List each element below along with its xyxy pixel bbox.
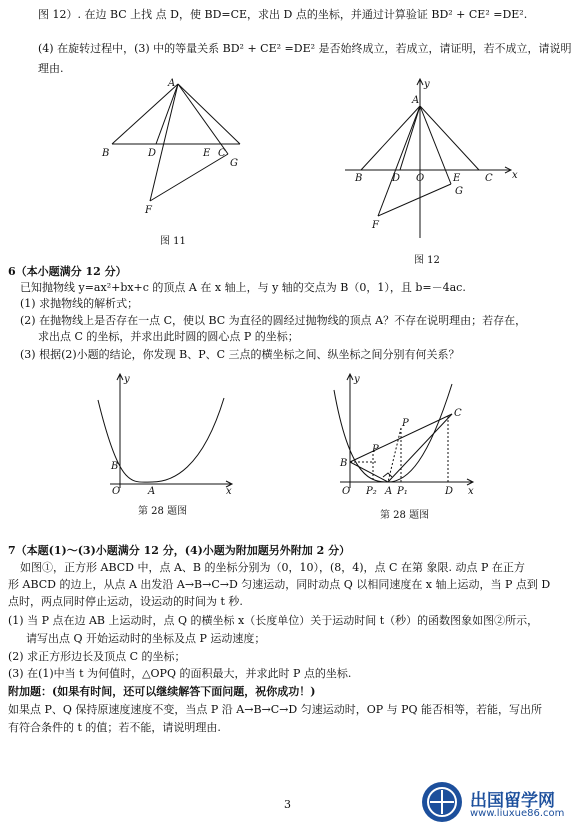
fig11-label-d: D [148,148,157,159]
fig28a-axis-y: y [124,374,130,385]
caption-fig-11: 图 11 [160,236,186,247]
fig28b-label-p2: P₂ [366,486,377,497]
fig28a-label-o: O [112,486,121,497]
watermark-logo-icon [420,780,464,824]
fig28b-label-p1: P₁ [397,486,408,497]
fig28b-label-p-2: P [372,444,379,455]
figure-12 [345,76,535,246]
fig12-label-g: G [455,186,463,197]
question-7-line-1: 如图①，正方形 ABCD 中，点 A、B 的坐标分别为（0，10），(8，4)，点 C 在第 象限. 动点 P 在正方 [20,561,525,574]
text-line-3: 理由. [38,62,64,75]
fig28b-label-p: P [402,418,409,429]
fig12-label-f: F [372,220,379,231]
fig12-label-d: D [392,173,401,184]
question-7-line-9: 有符合条件的 t 的值；若不能，请说明理由. [8,721,221,734]
watermark-name: 出国留学网 [470,791,555,811]
caption-fig-28a: 第 28 题图 [138,506,188,517]
fig28a-label-a: A [148,486,156,497]
question-6-line-3: (2) 在抛物线上是否存在一点 C，使以 BC 为直径的圆经过抛物线的顶点 A？不存在说明理由；若存在， [20,314,527,327]
question-7-line-8: 如果点 P、Q 保持原速度速度不变，当点 P 沿 A→B→C→D 匀速运动时，OP 与 PQ 能否相等，若能，写出所 [8,703,543,716]
fig12-label-o: O [416,173,425,184]
fig28b-axis-y: y [354,374,360,385]
question-6-heading: 6（本小题满分 12 分） [8,265,127,278]
question-6-line-5: (3) 根据(2)小题的结论，你发现 B、P、C 三点的横坐标之间、纵坐标之间分别有何关系？ [20,348,460,361]
caption-fig-12: 图 12 [414,255,440,266]
fig12-label-e: E [453,173,461,184]
fig28b-label-d: D [445,486,454,497]
fig11-label-c: C [218,148,226,159]
page-number: 3 [284,798,291,811]
fig12-axis-x: x [512,170,518,181]
fig28a-axis-x: x [226,486,232,497]
text-line-1: 图 12）. 在边 BC 上找 点 D，使 BD=CE，求出 D 点的坐标，并通过计算验证 BD² + CE² =DE². [38,8,528,21]
fig12-label-a: A [412,95,420,106]
fig28b-label-a: A [385,486,393,497]
figure-28-left [92,370,242,500]
fig11-label-e: E [203,148,211,159]
fig11-label-a: A [168,78,176,89]
figure-28-right [328,370,478,505]
question-7-line-7: (3) 在(1)中当 t 为何值时，△OPQ 的面积最大，并求此时 P 点的坐标. [8,667,352,680]
question-7-heading: 7（本题(1)～(3)小题满分 12 分，(4)小题为附加题另外附加 2 分） [8,544,351,557]
question-6-line-1: 已知抛物线 y=ax²+bx+c 的顶点 A 在 x 轴上，与 y 轴的交点为 B（0，1），且 b=－4ac. [20,281,466,294]
caption-fig-28b: 第 28 题图 [380,510,430,521]
fig11-label-b: B [102,148,110,159]
figure-11 [100,78,260,228]
fig28b-label-c: C [454,408,462,419]
fig11-label-f: F [145,205,152,216]
watermark-url: www.liuxue86.com [470,808,565,819]
fig28a-label-b: B [111,461,119,472]
fig12-label-c: C [485,173,493,184]
fig28b-label-o: O [342,486,351,497]
question-7-line-2: 形 ABCD 的边上，从点 A 出发沿 A→B→C→D 匀速运动，同时动点 Q 以相同速度在 x 轴上运动，当 P 点到 D [8,578,551,591]
fig11-label-g: G [230,158,238,169]
question-6-line-4: 求出点 C 的坐标，并求出此时圆的圆心点 P 的坐标； [38,330,299,343]
question-7-line-5: 请写出点 Q 开始运动时的坐标及点 P 运动速度； [26,632,266,645]
text-line-2: (4) 在旋转过程中，(3) 中的等量关系 BD² + CE² =DE² 是否始终成立，若成立，请证明，若不成立，请说明 [38,42,572,55]
question-7-line-3: 点时，两点同时停止运动，设运动的时间为 t 秒. [8,595,243,608]
question-7-line-6: (2) 求正方形边长及顶点 C 的坐标； [8,650,186,663]
fig28b-label-b: B [340,458,348,469]
fig28b-axis-x: x [468,486,474,497]
bonus-heading: 附加题：(如果有时间，还可以继续解答下面问题，祝你成功！) [8,685,316,698]
fig12-axis-y: y [424,79,430,90]
question-7-line-4: (1) 当 P 点在边 AB 上运动时，点 Q 的横坐标 x（长度单位）关于运动时间 t（秒）的函数图象如图②所示， [8,614,539,627]
fig12-label-b: B [355,173,363,184]
question-6-line-2: (1) 求抛物线的解析式； [20,297,139,310]
